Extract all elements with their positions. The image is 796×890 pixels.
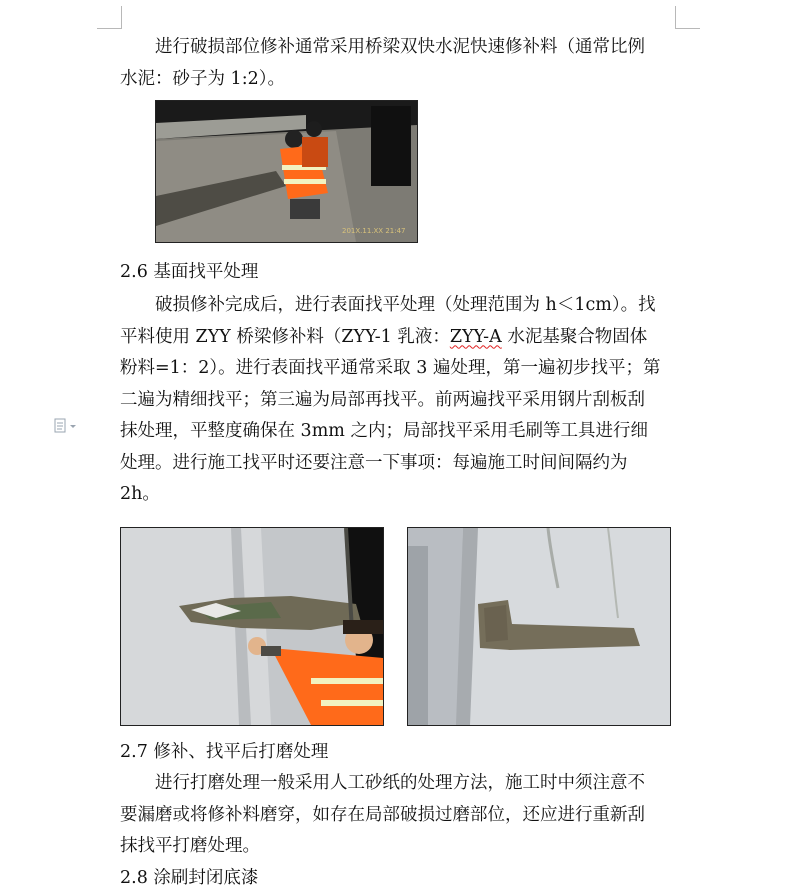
spellcheck-flagged-word: ZYY-A [449,326,502,347]
text-line: 抹处理，平整度确保在 3mm 之内；局部找平采用毛刷等工具进行细 [120,421,648,441]
text-line: 进行破损部位修补通常采用桥梁双快水泥快速修补料（通常比例 [155,37,645,57]
section-heading-2-6: 2.6 基面找平处理 [120,262,259,282]
repair-work-photo [155,100,418,243]
section-heading-2-7: 2.7 修补、找平后打磨处理 [120,742,329,762]
text-line: 二遍为精细找平；第三遍为局部再找平。前两遍找平采用钢片刮板刮 [120,389,645,410]
text-line: 进行打磨处理一般采用人工砂纸的处理方法，施工时中须注意不 [155,773,645,793]
leveling-work-photo [120,527,384,726]
text-line: 要漏磨或将修补料磨穿，如存在局部破损过磨部位，还应进行重新刮 [120,804,645,825]
text-fragment: 水泥基聚合物固体 [501,326,648,347]
text-line: 水泥：砂子为 1:2）。 [120,68,285,89]
section-2-7-body [120,768,676,863]
section-heading-2-8: 2.8 涂刷封闭底漆 [120,868,259,888]
leveling-work-photo-image [121,528,383,725]
text-line: 抹找平打磨处理。 [120,836,260,856]
text-fragment: 平料使用 ZYY 桥梁修补料（ZYY-1 乳液： [120,326,450,347]
page-corner-mark-top-right [675,6,700,29]
document-icon[interactable] [54,418,78,434]
text-line: 破损修补完成后，进行表面找平处理（处理范围为 h＜1cm）。找 [155,295,656,315]
text-line: 处理。进行施工找平时还要注意一下事项：每遍施工时间间隔约为 [120,452,628,473]
repair-work-photo-image [156,101,417,242]
intro-paragraph [120,32,676,95]
photo-timestamp: 201X.11.XX 21:47 [342,227,406,235]
text-line: 粉料=1：2）。进行表面找平通常采取 3 遍处理，第一遍初步找平；第 [120,358,661,378]
section-2-6-body [120,290,676,511]
leveled-surface-photo [407,527,671,726]
text-line: 2h。 [120,484,160,504]
leveled-surface-photo-image [408,528,670,725]
page-corner-mark-top-left [97,6,122,29]
text-line [120,327,647,347]
